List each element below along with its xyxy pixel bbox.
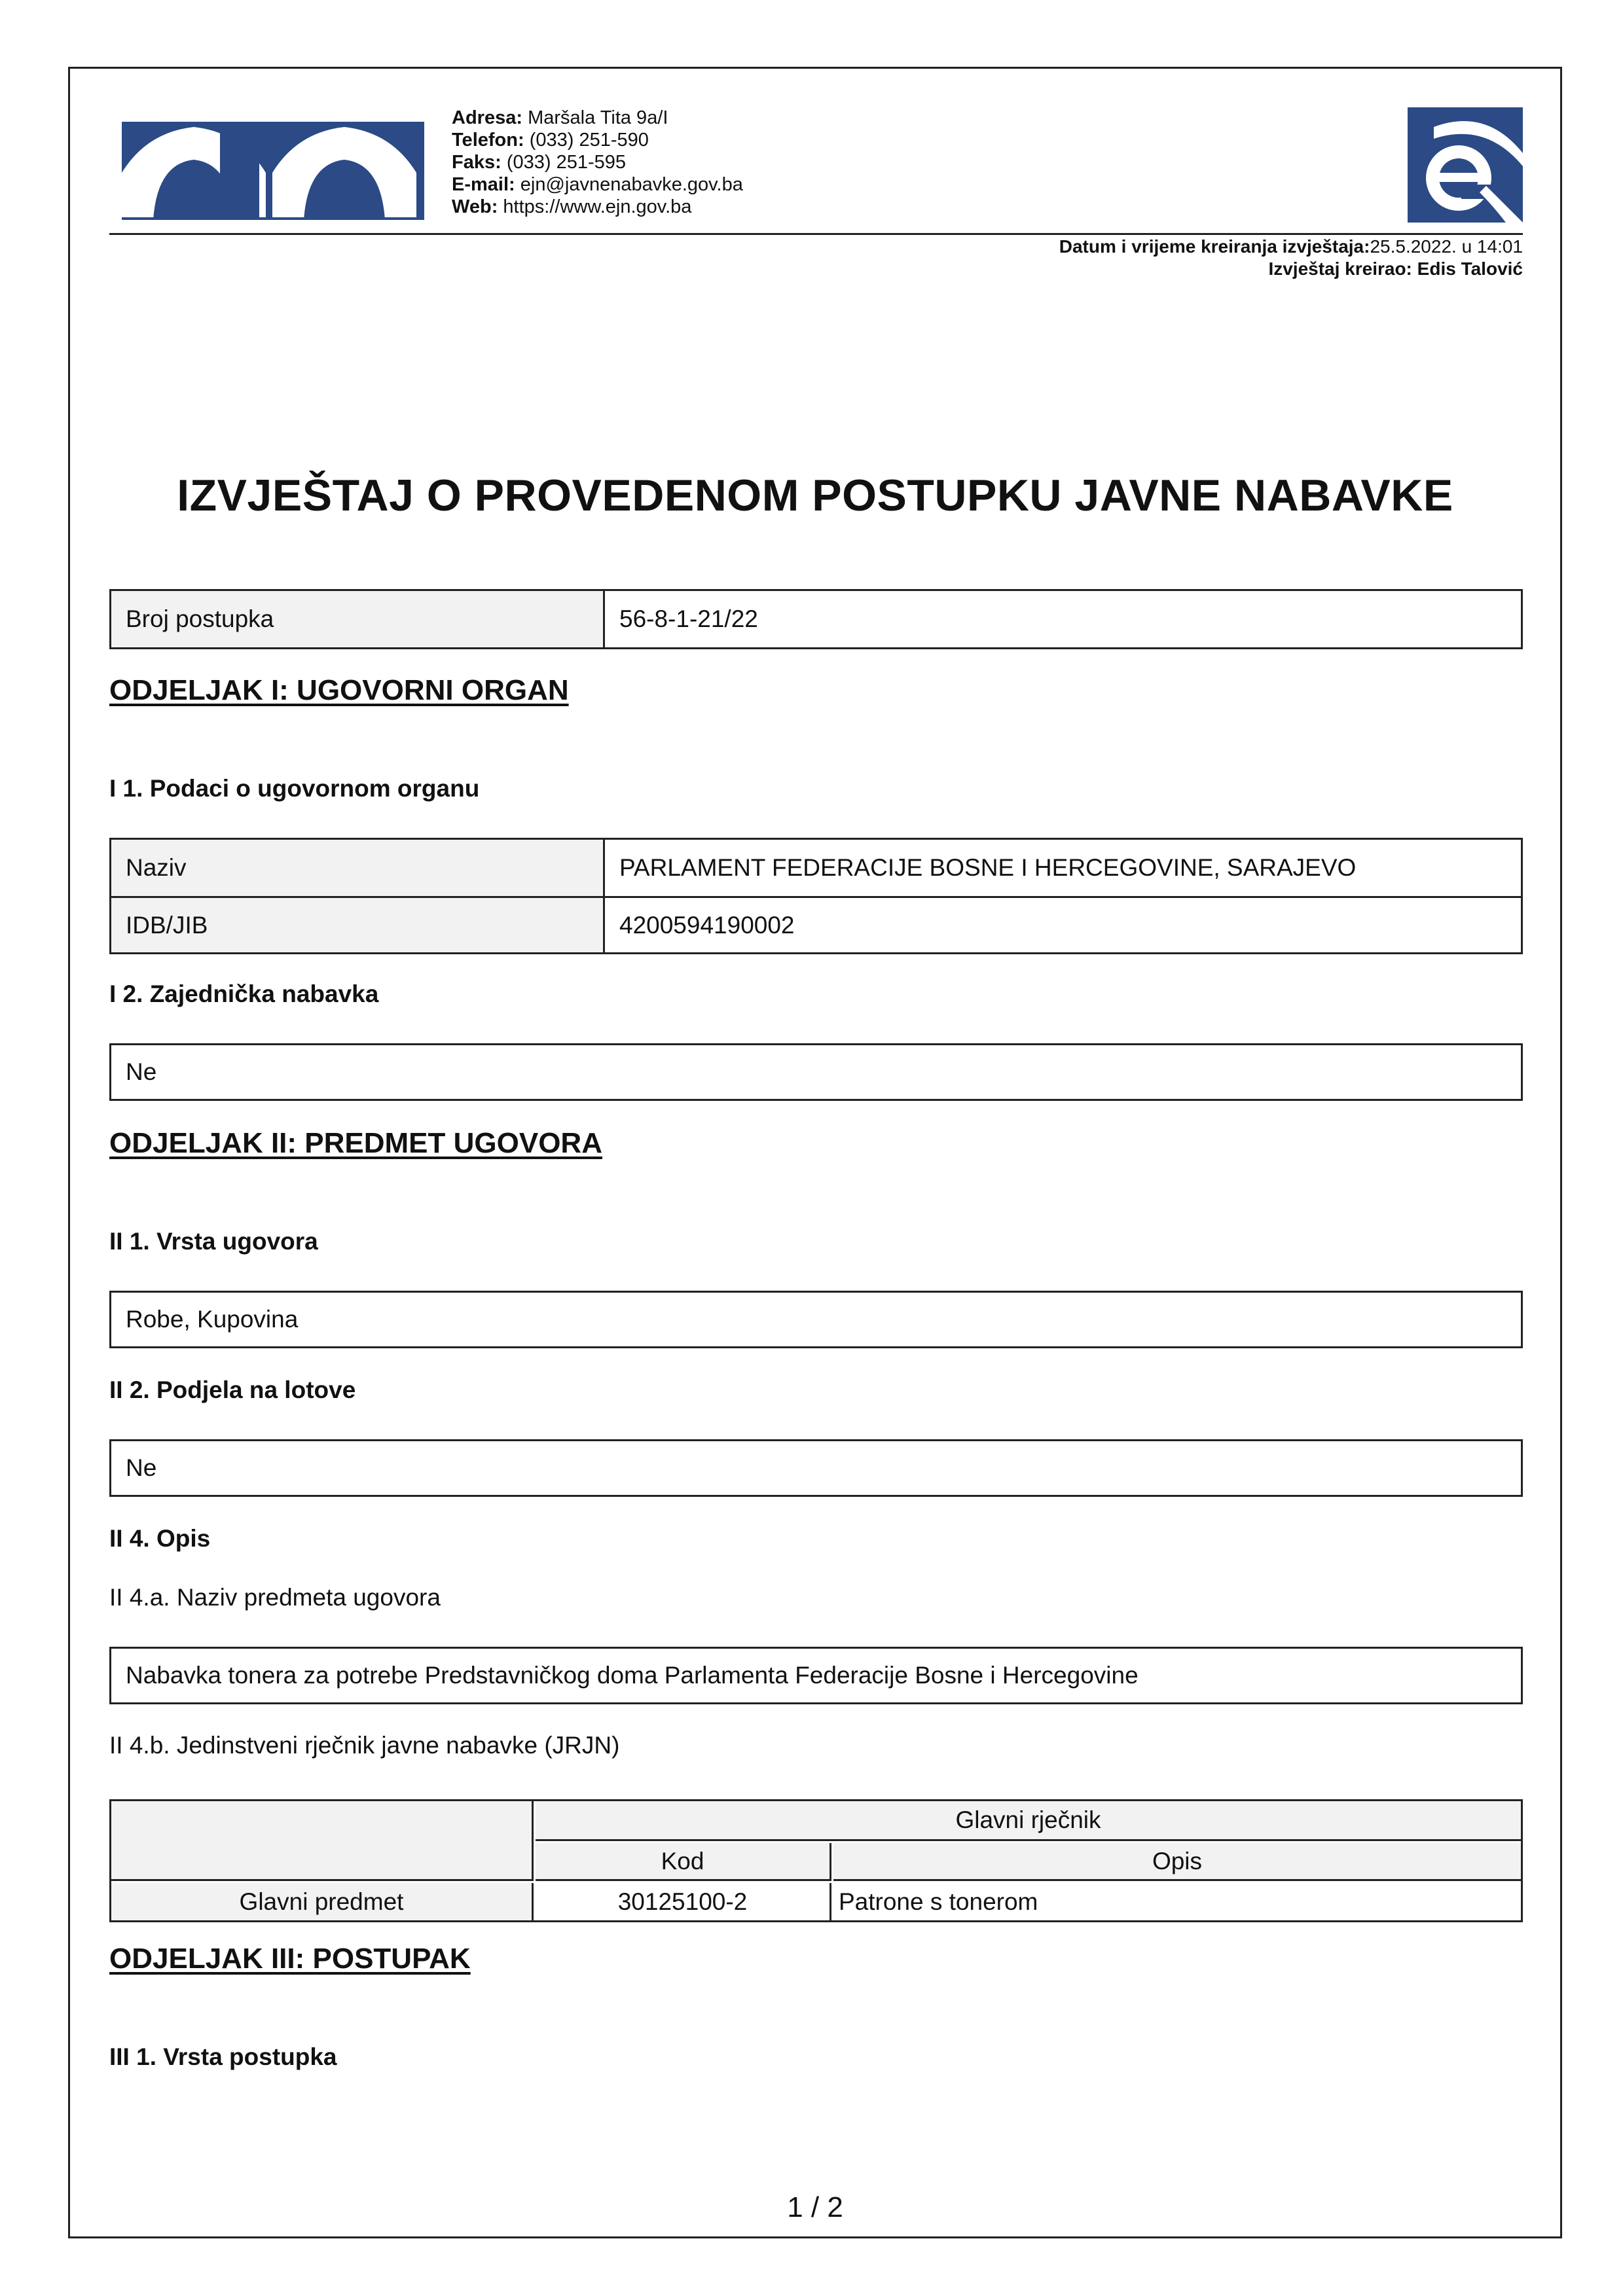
section-i2-title: I 2. Zajednička nabavka <box>109 980 379 1007</box>
contract-type-value: Robe, Kupovina <box>109 1291 1523 1348</box>
procedure-number-label: Broj postupka <box>111 591 605 647</box>
procedure-number-box <box>109 589 1523 649</box>
contact-phone: Telefon: (033) 251-590 <box>452 130 649 151</box>
page-number: 1 / 2 <box>787 2191 843 2223</box>
jrjn-code-header: Kod <box>536 1843 831 1881</box>
ajn-logo <box>122 107 424 220</box>
section-2-title: ODJELJAK II: PREDMET UGOVORA <box>109 1127 602 1159</box>
contact-block <box>452 107 743 218</box>
authority-name-value: PARLAMENT FEDERACIJE BOSNE I HERCEGOVINE, SARAJEVO <box>619 854 1357 881</box>
jrjn-desc-header: Opis <box>833 1843 1521 1881</box>
jrjn-row-label: Glavni predmet <box>111 1883 534 1920</box>
jrjn-code-value: 30125100-2 <box>536 1883 831 1920</box>
header-rule <box>109 233 1523 235</box>
section-iii1-title: III 1. Vrsta postupka <box>109 2043 337 2070</box>
authority-id-label: IDB/JIB <box>111 898 605 952</box>
jrjn-table <box>109 1799 1523 1922</box>
section-ii4b-title: II 4.b. Jedinstveni rječnik javne nabavke (JRJN) <box>109 1732 620 1759</box>
joint-procurement-value: Ne <box>109 1043 1523 1101</box>
section-ii1-title: II 1. Vrsta ugovora <box>109 1228 318 1255</box>
report-meta <box>1059 236 1523 280</box>
report-created: Datum i vrijeme kreiranja izvještaja:25.5.2022. u 14:01 <box>1059 236 1523 257</box>
ejn-logo <box>1408 107 1523 223</box>
section-ii2-title: II 2. Podjela na lotove <box>109 1376 356 1403</box>
jrjn-desc-value: Patrone s tonerom <box>839 1888 1038 1915</box>
contracting-authority-table <box>109 838 1523 954</box>
subject-name-value: Nabavka tonera za potrebe Predstavničkog doma Parlamenta Federacije Bosne i Hercegovine <box>109 1647 1523 1704</box>
authority-id-value: 4200594190002 <box>619 911 795 939</box>
section-i1-title: I 1. Podaci o ugovornom organu <box>109 775 480 802</box>
authority-name-label: Naziv <box>111 840 605 896</box>
contact-address: Adresa: Maršala Tita 9a/I <box>452 107 668 128</box>
contact-fax: Faks: (033) 251-595 <box>452 152 627 173</box>
report-creator: Izvještaj kreirao: Edis Talović <box>1268 259 1523 279</box>
lots-value: Ne <box>109 1439 1523 1497</box>
document-title: IZVJEŠTAJ O PROVEDENOM POSTUPKU JAVNE NABAVKE <box>177 471 1453 520</box>
contact-web: Web: https://www.ejn.gov.ba <box>452 196 692 217</box>
section-ii4-title: II 4. Opis <box>109 1525 211 1552</box>
section-ii4a-title: II 4.a. Naziv predmeta ugovora <box>109 1584 441 1611</box>
jrjn-group-header: Glavni rječnik <box>536 1801 1521 1841</box>
section-1-title: ODJELJAK I: UGOVORNI ORGAN <box>109 674 569 706</box>
section-3-title: ODJELJAK III: POSTUPAK <box>109 1943 471 1975</box>
contact-email: E-mail: ejn@javnenabavke.gov.ba <box>452 174 743 195</box>
jrjn-empty-header <box>111 1801 534 1881</box>
procedure-number-value: 56-8-1-21/22 <box>619 605 758 632</box>
